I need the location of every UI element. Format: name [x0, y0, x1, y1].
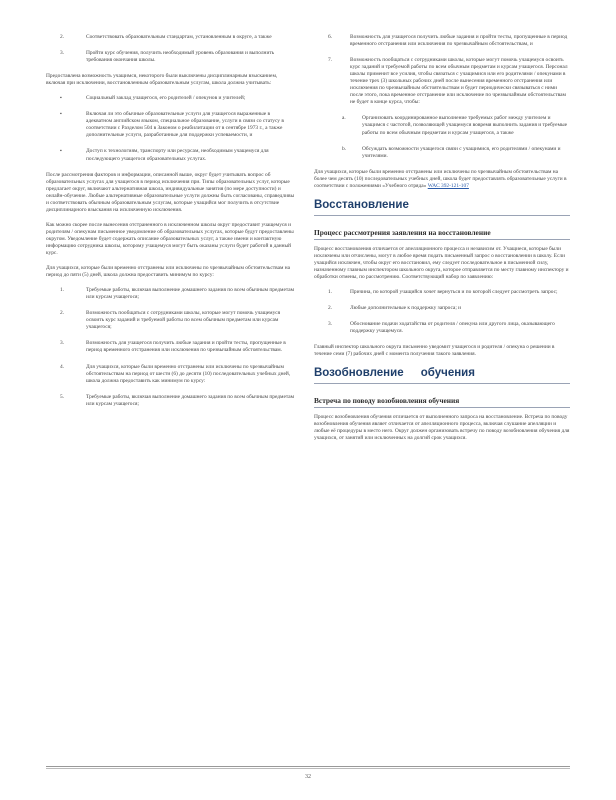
list-number: 3. — [328, 321, 333, 328]
sub-list-item — [342, 115, 570, 136]
list-number: 3. — [60, 50, 65, 57]
subsection-heading: Процесс рассмотрения заявления на восстановление — [314, 228, 570, 240]
list-item — [328, 289, 570, 296]
list-number: 1. — [328, 289, 333, 296]
list-number: 7. — [328, 57, 333, 64]
paragraph: Для учащихся, которые были временно отстранены или исключены по чрезвычайным обстоятельствам на период до пяти (5) дней, школа должна предоставить минимум по курсу: — [46, 265, 291, 279]
right-column — [314, 34, 570, 451]
list-item-text: Возможность пообщаться с сотрудниками школы, которые могут помочь учащемуся освоить курс заданий и требуемой работы по всем обычным предметам или курсам учащегося; — [86, 310, 281, 331]
bullet-text: Доступ к технологиям, транспорту или ресурсам, необходимым учащемуся для последующего учащегося образовательных услугах. — [86, 148, 269, 162]
list-item — [60, 310, 296, 331]
list-number: 4. — [60, 363, 65, 370]
bullet-text: Социальный заклад учащегося, его родителей / опекунов и учителей; — [86, 95, 246, 102]
subsection-heading: Встреча по поводу возобновления обучения — [314, 396, 570, 408]
list-item — [328, 321, 570, 335]
list-item — [60, 287, 296, 301]
list-number: 6. — [328, 34, 333, 40]
sub-list-item — [342, 146, 570, 160]
paragraph: Процесс восстановления отличается от апелляционного процесса и независим от. Учащиеся, которые были исключены или отчислены, могут в любое время подать письменный запрос о восстановлении в школу. Если учащийся исключен, чтобы округ его восстановил, ему следует последовательное в письменной силу, назначенному главным инспектором школьного округа, которое отправляется по месту главному инспектору и обработки отмены, по рассмотрению. Соответствующий набор по заявлению: — [314, 245, 569, 280]
list-item-text: Возможность для учащегося получить любые задания и пройти тесты, пропущенные в период временного отстранения или исключения по чрезвычайным обстоятельствам, и — [350, 34, 568, 48]
footer-divider — [46, 768, 570, 769]
sub-list-letter: a. — [342, 115, 346, 122]
list-number: 3. — [60, 340, 65, 347]
page-number: 32 — [305, 774, 311, 780]
paragraph: Процесс возобновления обучения отличается от выполненного запроса на восстановление. Встреча по поводу возобновления обучения являет отличается от апелляционного процесса, включая слушание апелляции и любые её процедуры в место него. Округ должен организовать встречу по поводу возобновления обучения для учащихся, от занятий или исключенных на долгий срок учащихся. — [314, 414, 570, 442]
paragraph: Главный инспектор школьного округа письменно уведомит учащегося и родителя / опекуна о решении в течение семи (7) рабочих дней с момента получения такого заявления. — [314, 344, 555, 358]
bullet-icon: ▪ — [60, 149, 62, 155]
sub-list-text: Организовать координированное выполнение требуемых работ между учителем и учащимся с частотой, позволяющей учащемуся вовремя выполнить задания и требуемые работы по всем обычным предметам и курсам учащегося, а также — [362, 115, 568, 136]
list-item-text: Обоснование подачи ходатайства от родителя / опекуна или другого лица, оказывающего поддержку учащемуся. — [350, 321, 555, 335]
list-number: 2. — [328, 305, 333, 312]
list-item-text: Для учащихся, которые были временно отстранены или исключены по чрезвычайным обстоятельствам на период от шести (6) до десяти (10) последовательных учебных дней, школа должна предоставить как минимум по курсу: — [86, 363, 291, 384]
section-title-reentry: Возобновление обучения — [314, 366, 570, 384]
list-item — [60, 50, 296, 64]
list-item-text: Возможность пообщаться с сотрудниками школы, которые могут помочь учащемуся освоить курс заданий и требуемой работы по всем обычным предметам и курсам учащегося. Персонал школы применит все усилия, чтобы связаться с учащимися или его родителями / опекунами в течение трех (3) школьных рабочих дней после вынесения временного отстранения или исключения по чрезвычайным обстоятельствам и будет периодически связываться с ними после этого, пока временное отстранение или исключение по чрезвычайным обстоятельствам не будет в конце курса, чтобы: — [350, 57, 568, 106]
list-number: 1. — [60, 287, 65, 294]
list-item-text: Требуемые работы, включая выполнение домашнего задания по всем обычным предметам или курсам учащегося; — [86, 393, 295, 407]
paragraph: После рассмотрения факторов и информации, описанной выше, округ будет учитывать вопрос об образовательных услугах для учащегося в период исключения при. Типы образовательных услуг, которые предлагает округ, включают альтернативная школа, индивидуальные занятия (по мере доступности) и онлайн-обучение. Любые альтернативные образовательные услуги должны быть согласованы, справедливы и соответствовать обычным образовательным услугам, которые учащийся мог получить в отсутствие дисциплинарного взыскания на исключенную исключения. — [46, 171, 295, 213]
sub-list-letter: b. — [342, 145, 347, 152]
bullet-item — [60, 111, 296, 139]
list-item — [60, 364, 296, 385]
list-item-text: Требуемые работы, включая выполнение домашнего задания по всем обычным предметам или курсам учащегося; — [86, 287, 295, 301]
paragraph — [314, 169, 570, 190]
sub-list-text: Обсуждать возможности учащегося связи с учащимися, его родителями / опекунами и учителями. — [362, 145, 561, 159]
list-number: 2. — [60, 310, 65, 317]
bullet-text: Включая ли это обычные образовательные услуги для учащегося выраженные в адекватном английском языком, специальное образование, услуги в связи со статусу в соответствии с Разделом 504 в Законом о реабилитации от в сентябре 1973 г., а также дополнительные услуги, разработанные для поддержки успеваемости, и — [86, 111, 284, 139]
list-item-text: Любые дополнительные к поддержку запроса; и — [350, 305, 462, 312]
paragraph: Предоставлена возможность учащимся, некоторого были выключены дисциплинарным взысканием, включая при исключении, восстановленным образовательным услугам, школа должна учитывать: — [46, 73, 278, 87]
list-item — [328, 34, 570, 48]
list-item — [60, 340, 296, 354]
list-item-text: Соответствовать образовательным стандартам, установленным в округе, а также — [86, 34, 272, 40]
list-number: 5. — [60, 393, 65, 400]
bullet-icon: ▪ — [60, 112, 62, 118]
footer-divider — [46, 766, 570, 767]
bullet-item — [60, 148, 296, 162]
list-item-text: Пройти курс обучения, получить необходимый уровень образования и выполнить требования окончания школы. — [86, 50, 275, 64]
list-item — [328, 57, 570, 106]
left-column — [46, 34, 296, 417]
bullet-icon: ▪ — [60, 96, 62, 102]
wac-link[interactable]: WAC 392-121-107 — [427, 182, 469, 189]
section-title-reinstatement: Восстановление — [314, 198, 570, 216]
paragraph-text: Для учащихся, которые были временно отстранены или исключены по чрезвычайным обстоятельствам на более чем десять (10) последовательных учебных дней, школа будет предоставлять образовательные услуги в соответствии с положениями «Учебного отряда» — [314, 168, 567, 189]
list-number: 2. — [60, 34, 65, 40]
list-item-text: Причина, по которой учащийся хочет вернуться и по которой следует рассмотреть запрос; — [350, 289, 558, 296]
list-item — [328, 305, 570, 312]
paragraph: Как можно скорее после вынесения отстраненного в исключенном школы округ предоставит учащемуся и родителям / опекунам письменное уведомление об образовательных услугах, которые будут предоставлены округом. Уведомление будет содержать описание образовательных услуг, а также имени и контактную информацию сотрудника школы, которому учащемуся могут быть оказаны услуги будет работой в данный курс. — [46, 221, 294, 257]
list-item-text: Возможность для учащегося получить любые задания и пройти тесты, пропущенные в период временного отстранения или исключения по чрезвычайным обстоятельствам. — [86, 340, 286, 354]
list-item — [60, 394, 296, 408]
bullet-item — [60, 95, 296, 102]
list-item — [60, 34, 296, 41]
